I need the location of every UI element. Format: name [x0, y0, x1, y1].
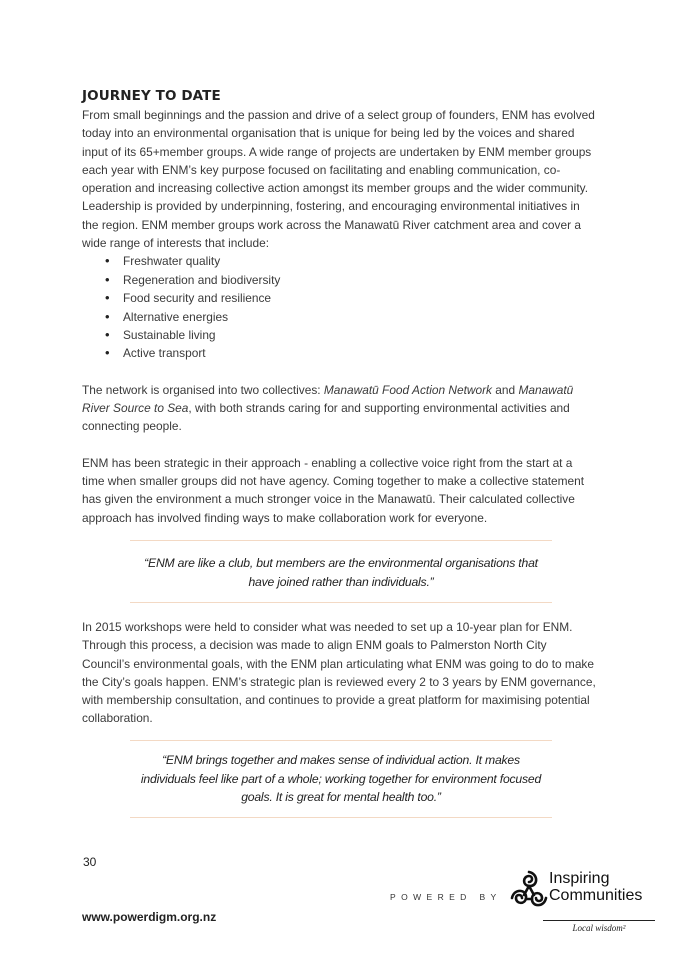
main-content: [82, 86, 597, 527]
section-heading: JOURNEY TO DATE: [82, 88, 221, 104]
list-item: • Freshwater quality: [123, 252, 597, 270]
logo-tagline-rule: [543, 920, 655, 933]
website-link[interactable]: www.powerdigm.org.nz: [82, 910, 217, 924]
logo-wordmark: [549, 870, 642, 904]
workshops-section: [82, 618, 597, 728]
triple-spiral-icon: [508, 868, 550, 914]
quote-2-text: “ENM brings together and makes sense of individual action. It makes individuals feel like part of a whole; working together for environment focused goals. It is great for mental health too.”: [140, 753, 542, 805]
network-pre: The network is organised into two collectives:: [82, 382, 324, 397]
network-and: and: [491, 382, 519, 397]
collective-food-action: Manawatū Food Action Network: [323, 382, 492, 397]
collective-source-to-sea: Manawatū River Source to Sea: [82, 382, 574, 416]
quote-1-text: “ENM are like a club, but members are the environmental organisations that have joined rather than individuals.”: [144, 556, 538, 589]
inspiring-communities-logo: [508, 866, 658, 938]
list-item: • Active transport: [123, 344, 597, 362]
list-item: • Sustainable living: [123, 326, 597, 344]
interests-list: [82, 252, 597, 362]
workshops-paragraph: In 2015 workshops were held to consider what was needed to set up a 10-year plan for ENM. Through this process, a decision was made to align ENM goals to Palmerston North City Council’s environmental goals, with the ENM plan articulating what ENM was going to do to make the City’s goals happen. ENM’s strategic plan is reviewed every 2 to 3 years by ENM governance, with membership consultation, and continues to provide a great platform for maximising potential collaboration.: [82, 620, 596, 726]
pull-quote-2: [130, 740, 552, 818]
page-number: 30: [83, 855, 97, 869]
logo-line-2: Communities: [549, 887, 643, 904]
logo-line-1: Inspiring: [549, 870, 610, 887]
list-item: • Alternative energies: [123, 308, 597, 326]
intro-paragraph: From small beginnings and the passion and drive of a select group of founders, ENM has evolved today into an environmental organisation that is unique for being led by the voices and shared input of its 65+member groups. A wide range of projects are undertaken by ENM member groups each year with ENM’s key purpose focused on facilitating and enabling communication, co-operation and increasing collective action amongst its member groups and the wider community. Leadership is provided by underpinning, fostering, and encouraging environmental initiatives in the region. ENM member groups work across the Manawatū River catchment area and cover a wide range of interests that include:: [82, 108, 595, 251]
network-post: , with both strands caring for and supporting environmental activities and connecting people.: [82, 401, 570, 434]
logo-tagline: Local wisdom²: [572, 923, 626, 933]
list-item: • Regeneration and biodiversity: [123, 271, 597, 289]
network-paragraph: [82, 381, 597, 436]
pull-quote-1: [130, 540, 552, 603]
powered-by-label: POWERED BY: [390, 892, 502, 902]
list-item: • Food security and resilience: [123, 289, 597, 307]
strategy-paragraph: ENM has been strategic in their approach - enabling a collective voice right from the start at a time when smaller groups did not have agency. Coming together to make a collective statement has given the environment a much stronger voice in the Manawatū. Their calculated collective approach has involved finding ways to make collaboration work for everyone.: [82, 455, 585, 525]
